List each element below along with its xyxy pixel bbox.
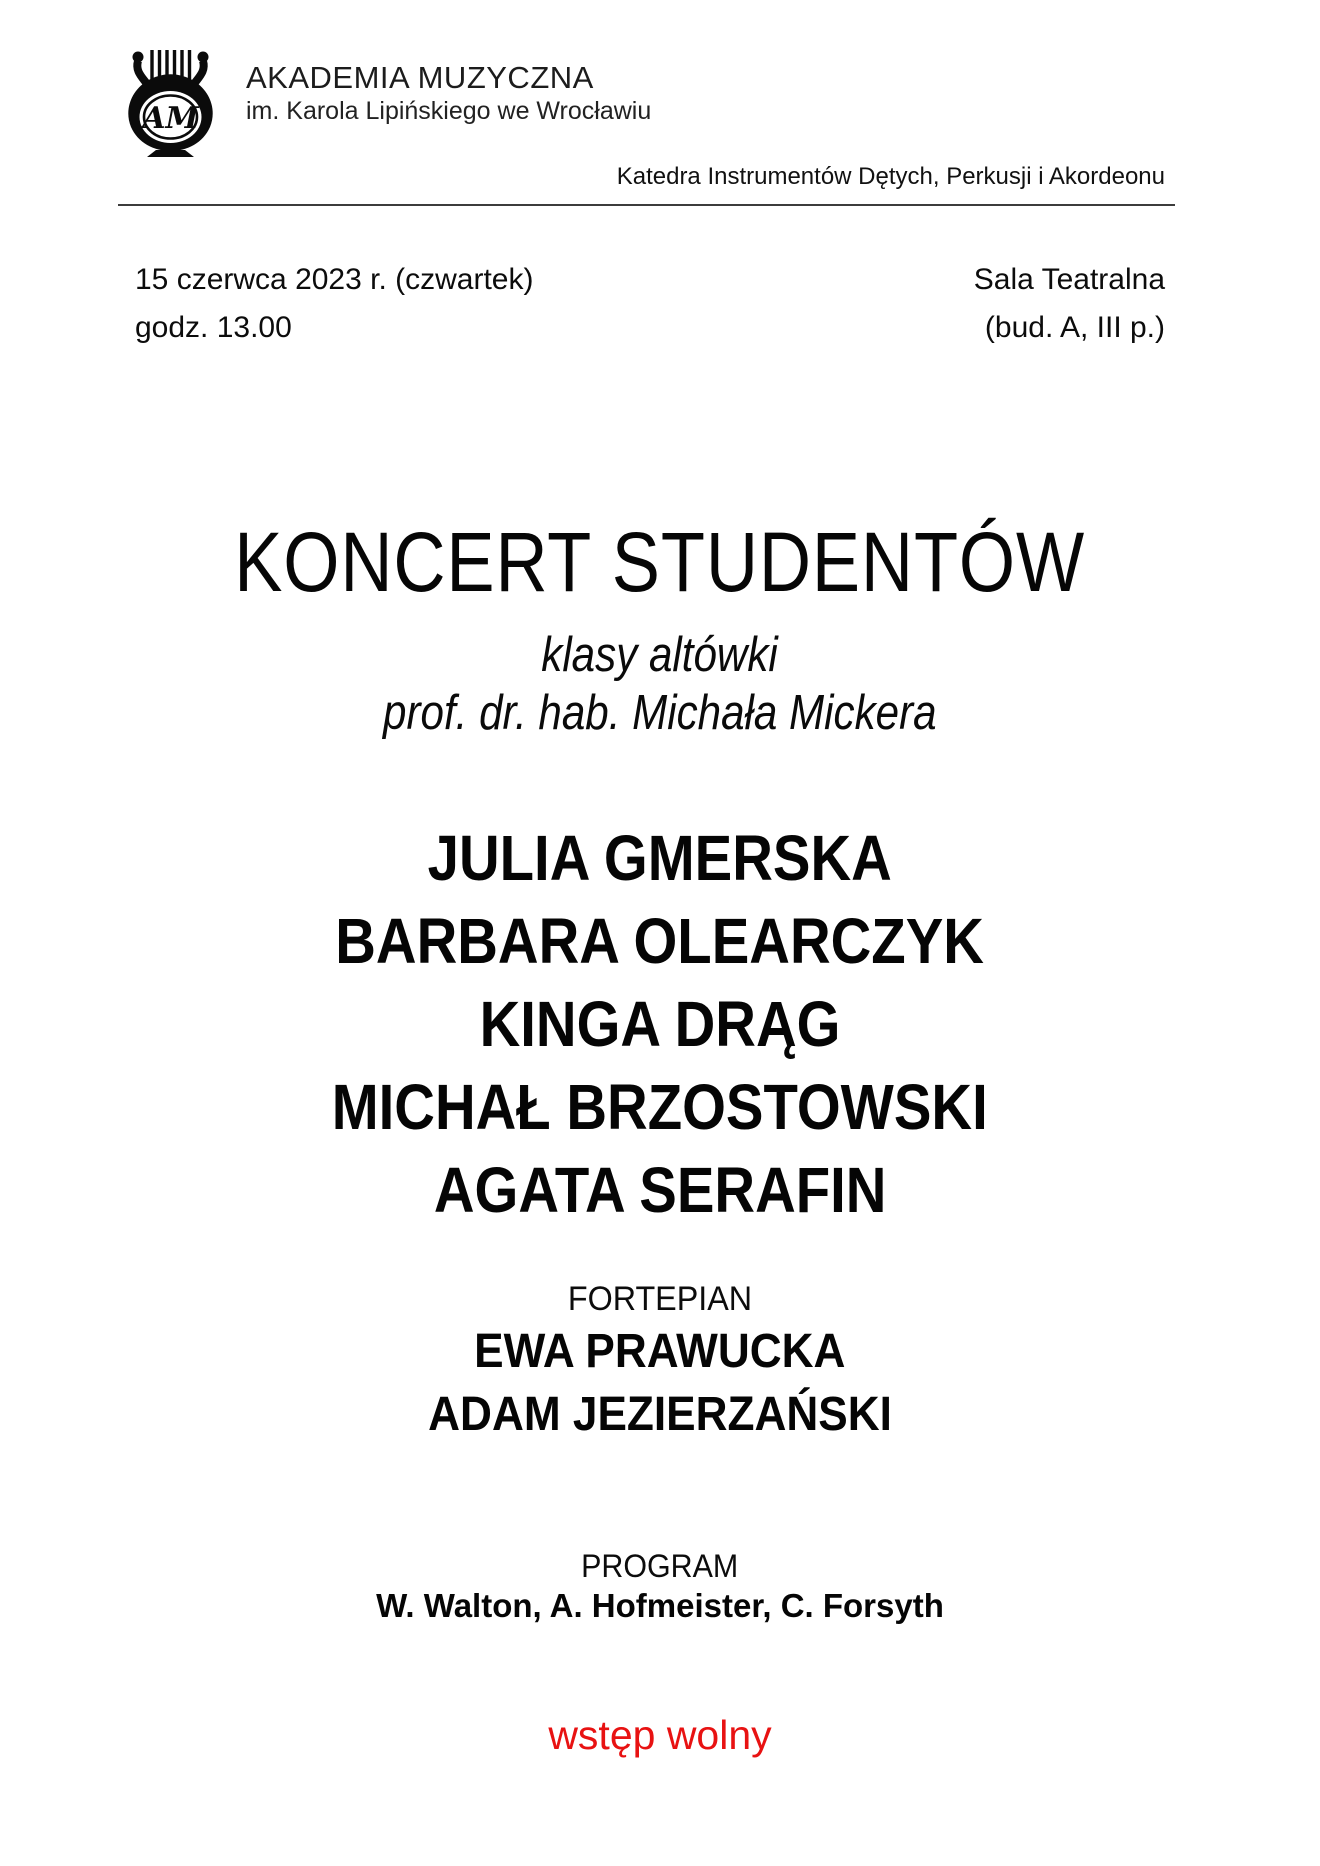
academy-subtitle: im. Karola Lipińskiego we Wrocławiu — [246, 97, 652, 125]
event-time: godz. 13.00 — [135, 311, 292, 344]
admission-note — [0, 1711, 1320, 1759]
piano-section-label: FORTEPIAN — [567, 1280, 753, 1318]
academy-logo — [116, 44, 222, 158]
event-info-row-1 — [135, 262, 1165, 298]
pianists-list — [0, 1320, 1320, 1446]
brand-text — [246, 44, 651, 127]
student-name: BARBARA OLEARCZYK — [335, 905, 985, 977]
concert-professor-line: prof. dr. hab. Michała Mickera — [383, 686, 937, 740]
event-date: 15 czerwca 2023 r. (czwartek) — [135, 263, 534, 296]
brand-header — [116, 44, 1173, 158]
program-composers: W. Walton, A. Hofmeister, C. Forsyth — [376, 1587, 944, 1624]
students-list — [0, 817, 1320, 1232]
pianist-name: ADAM JEZIERZAŃSKI — [428, 1388, 892, 1441]
student-name: KINGA DRĄG — [479, 988, 841, 1060]
student-name: AGATA SERAFIN — [433, 1154, 887, 1226]
student-name: MICHAŁ BRZOSTOWSKI — [332, 1071, 988, 1143]
logo-monogram: AM — [142, 101, 199, 136]
concert-body — [0, 517, 1320, 1759]
pianist-name: EWA PRAWUCKA — [474, 1325, 846, 1378]
department-line: Katedra Instrumentów Dętych, Perkusji i Akordeonu — [616, 163, 1165, 190]
student-name: JULIA GMERSKA — [427, 822, 893, 894]
event-venue-detail: (bud. A, III p.) — [984, 311, 1165, 344]
lyre-icon — [116, 44, 222, 158]
academy-name: AKADEMIA MUZYCZNA — [246, 60, 594, 95]
header-divider — [118, 204, 1175, 206]
concert-title: KONCERT STUDENTÓW — [234, 515, 1086, 609]
event-info-row-2 — [135, 310, 1165, 346]
concert-class-line: klasy altówki — [541, 628, 779, 682]
event-venue: Sala Teatralna — [973, 263, 1165, 296]
program-section-label: PROGRAM — [581, 1548, 739, 1584]
admission-text: wstęp wolny — [548, 1712, 772, 1758]
